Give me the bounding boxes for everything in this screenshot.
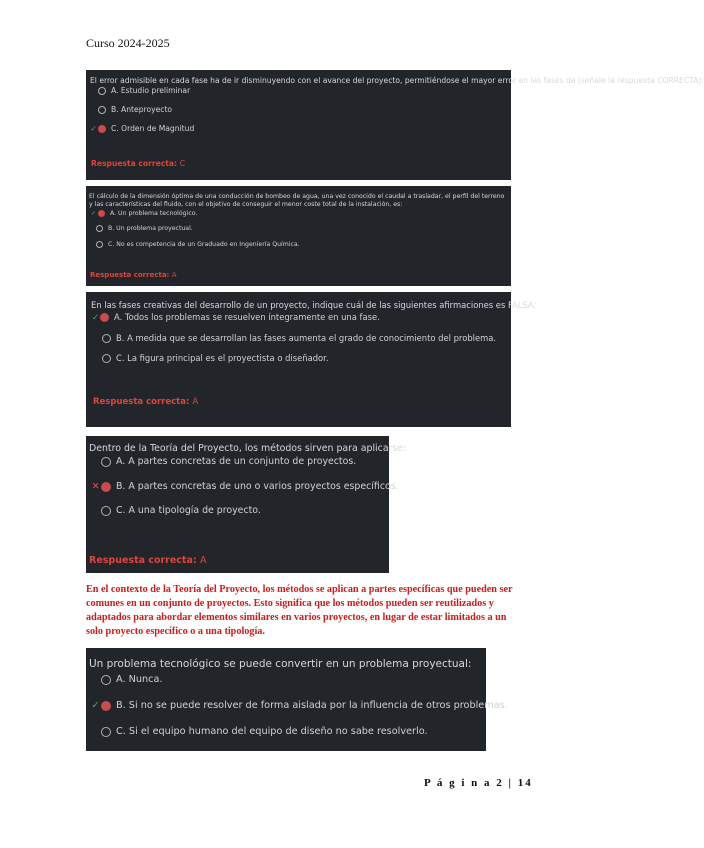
question-text: Un problema tecnológico se puede convertir en un problema proyectual: bbox=[89, 658, 472, 670]
radio-button-selected[interactable] bbox=[101, 701, 111, 711]
option-label: A. Todos los problemas se resuelven íntegramente en una fase. bbox=[114, 312, 380, 322]
radio-button[interactable] bbox=[98, 106, 106, 114]
option-label: C. La figura principal es el proyectista o diseñador. bbox=[116, 353, 329, 363]
option-label: B. Anteproyecto bbox=[111, 105, 173, 114]
option-label: A. A partes concretas de un conjunto de proyectos. bbox=[116, 456, 357, 467]
radio-button[interactable] bbox=[101, 675, 111, 685]
question-card-5 bbox=[86, 648, 508, 751]
correct-answer bbox=[91, 159, 185, 168]
option-a[interactable] bbox=[101, 456, 356, 467]
question-card-2 bbox=[86, 186, 511, 286]
option-b[interactable] bbox=[98, 105, 172, 114]
page-number: P á g i n a 2 | 14 bbox=[424, 777, 533, 789]
option-label: B. Un problema proyectual. bbox=[108, 225, 193, 232]
option-c[interactable] bbox=[89, 124, 194, 133]
option-c[interactable] bbox=[102, 353, 328, 363]
option-a[interactable] bbox=[101, 674, 162, 685]
option-label: C. A una tipología de proyecto. bbox=[116, 505, 261, 516]
radio-button[interactable] bbox=[96, 241, 103, 248]
option-label: C. Si el equipo humano del equipo de diseño no sabe resolverlo. bbox=[116, 726, 428, 737]
answer-value: A bbox=[200, 555, 207, 566]
answer-label: Respuesta correcta: bbox=[89, 555, 197, 566]
question-text: El error admisible en cada fase ha de ir disminuyendo con el avance del proyecto, permitiéndose el mayor error en las fases de (señale la respuesta CORRECTA): bbox=[90, 76, 704, 85]
radio-button[interactable] bbox=[96, 225, 103, 232]
radio-button-selected[interactable] bbox=[98, 125, 106, 133]
check-icon: ✓ bbox=[91, 700, 100, 711]
option-b[interactable] bbox=[102, 333, 496, 343]
check-icon: ✓ bbox=[90, 124, 97, 133]
radio-button[interactable] bbox=[102, 354, 111, 363]
option-label: C. No es competencia de un Graduado en Ingeniería Química. bbox=[108, 241, 300, 248]
radio-button-selected[interactable] bbox=[101, 482, 111, 492]
option-a[interactable] bbox=[89, 210, 197, 217]
question-text: En las fases creativas del desarrollo de un proyecto, indique cuál de las siguientes afirmaciones es FALSA: bbox=[91, 300, 537, 310]
correct-answer bbox=[93, 397, 198, 407]
radio-button[interactable] bbox=[101, 727, 111, 737]
option-c[interactable] bbox=[101, 505, 261, 516]
radio-button-selected[interactable] bbox=[100, 313, 109, 322]
correct-answer bbox=[90, 271, 177, 279]
radio-button-selected[interactable] bbox=[98, 210, 105, 217]
question-card-4 bbox=[86, 436, 407, 573]
radio-button[interactable] bbox=[102, 334, 111, 343]
option-b[interactable] bbox=[96, 225, 193, 232]
question-card-1 bbox=[86, 70, 704, 180]
question-text: Dentro de la Teoría del Proyecto, los métodos sirven para aplicarse: bbox=[89, 443, 407, 454]
option-b[interactable] bbox=[90, 481, 399, 492]
option-label: B. A medida que se desarrollan las fases aumenta el grado de conocimiento del problema. bbox=[116, 333, 497, 343]
answer-label: Respuesta correcta: bbox=[91, 159, 178, 168]
explanation-text: En el contexto de la Teoría del Proyecto, los métodos se aplican a partes específicas que pueden ser comunes en un conjunto de proyectos. Esto significa que los métodos pueden ser reutilizados y adaptados para abordar elementos similares en varios proyectos, en lugar de estar limitados a un solo proyecto específico o a una tipología. bbox=[86, 584, 513, 637]
course-header: Curso 2024-2025 bbox=[86, 36, 170, 50]
option-label: A. Estudio preliminar bbox=[111, 86, 191, 95]
option-c[interactable] bbox=[101, 726, 428, 737]
correct-answer bbox=[89, 555, 207, 566]
option-c[interactable] bbox=[96, 241, 300, 248]
check-icon: ✓ bbox=[90, 210, 97, 217]
option-a[interactable] bbox=[91, 312, 380, 322]
answer-value: A bbox=[192, 397, 199, 407]
option-label: B. Si no se puede resolver de forma aislada por la influencia de otros problemas. bbox=[116, 700, 508, 711]
radio-button[interactable] bbox=[101, 457, 111, 467]
answer-value: A bbox=[171, 271, 177, 279]
option-label: B. A partes concretas de uno o varios proyectos específicos. bbox=[116, 481, 399, 492]
option-b[interactable] bbox=[90, 700, 508, 711]
answer-label: Respuesta correcta: bbox=[93, 397, 190, 407]
option-label: A. Un problema tecnológico. bbox=[110, 210, 198, 217]
option-label: A. Nunca. bbox=[116, 674, 163, 685]
question-text: El cálculo de la dimensión óptima de una conducción de bombeo de agua, una vez conocido el caudal a trasladar, el perfil del terreno y las características del fluido, con el objetivo de conseguir el menor coste total de la instalación, es: bbox=[89, 193, 505, 208]
question-card-3 bbox=[86, 292, 537, 427]
option-label: C. Orden de Magnitud bbox=[111, 124, 195, 133]
radio-button[interactable] bbox=[101, 506, 111, 516]
answer-value: C bbox=[179, 159, 186, 168]
answer-label: Respuesta correcta: bbox=[90, 271, 170, 279]
radio-button[interactable] bbox=[98, 87, 106, 95]
option-a[interactable] bbox=[98, 86, 190, 95]
check-icon: ✓ bbox=[91, 312, 100, 322]
cross-icon: ✕ bbox=[91, 481, 100, 492]
